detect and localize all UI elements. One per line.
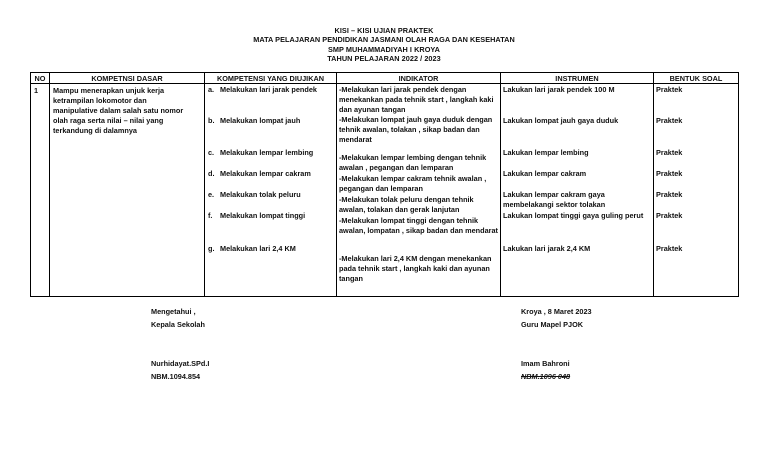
header-kompetensi-dasar: KOMPETNSI DASAR xyxy=(50,73,205,84)
signature-left xyxy=(151,305,209,383)
item-letter: g. xyxy=(208,244,215,253)
signature-left-role: Kepala Sekolah xyxy=(151,320,205,329)
indikator-item: -Melakukan lompat jauh gaya duduk dengan tehnik awalan, tolakan , sikap badan dan mendarat xyxy=(339,115,493,144)
bentuk-soal-item: Praktek xyxy=(656,85,683,94)
item-letter: b. xyxy=(208,116,215,125)
item-letter: f. xyxy=(208,211,213,220)
kompetensi-item: Melakukan tolak peluru xyxy=(220,190,301,199)
indikator-item: -Melakukan lempar cakram tehnik awalan , pegangan dan lemparan xyxy=(339,174,487,193)
cell-kompetensi-dasar xyxy=(50,84,205,297)
signature-left-caption: Mengetahui , xyxy=(151,307,196,316)
kompetensi-item: Melakukan lari jarak pendek xyxy=(220,85,317,94)
header-kompetensi-diujikan: KOMPETENSI YANG DIUJIKAN xyxy=(205,73,337,84)
signature-right-date: Kroya , 8 Maret 2023 xyxy=(521,307,592,316)
instrumen-item: Lakukan lempar cakram xyxy=(503,169,587,178)
kompetensi-item: Melakukan lempar lembing xyxy=(220,148,314,157)
bentuk-soal-item: Praktek xyxy=(656,244,683,253)
cell-bentuk-soal xyxy=(654,84,739,297)
indikator-item: -Melakukan tolak peluru dengan tehnik awalan, tolakan dan gerak lanjutan xyxy=(339,195,474,214)
item-letter: d. xyxy=(208,169,215,178)
kompetensi-item: Melakukan lari 2,4 KM xyxy=(220,244,296,253)
header-indikator: INDIKATOR xyxy=(337,73,501,84)
bentuk-soal-item: Praktek xyxy=(656,169,683,178)
kompetensi-item: Melakukan lompat jauh xyxy=(220,116,301,125)
instrumen-item: Lakukan lompat tinggi gaya guling perut xyxy=(503,211,644,220)
doc-subject: MATA PELAJARAN PENDIDIKAN JASMANI OLAH RAGA DAN KESEHATAN xyxy=(253,35,515,45)
header-bentuk-soal: BENTUK SOAL xyxy=(654,73,739,84)
signature-right-name: Imam Bahroni xyxy=(521,359,570,368)
kompetensi-dasar-text: Mampu menerapkan unjuk kerja ketrampilan lokomotor dan manipulative dalam salah satu nomor olah raga serta nilai – nilai yang terkandung di dalamnya xyxy=(53,86,184,135)
instrumen-item: Lakukan lari jarak 2,4 KM xyxy=(503,244,591,253)
document-header xyxy=(0,26,768,64)
bentuk-soal-item: Praktek xyxy=(656,211,683,220)
signature-right-nbm: NBM.1096 048 xyxy=(521,372,571,381)
kisi-table xyxy=(30,72,739,297)
signature-right xyxy=(521,305,592,383)
cell-indikator xyxy=(337,84,501,297)
signature-right-role: Guru Mapel PJOK xyxy=(521,320,584,329)
indikator-item: -Melakukan lempar lembing dengan tehnik awalan , pegangan dan lemparan xyxy=(339,153,487,172)
cell-no xyxy=(31,84,50,297)
row-number: 1 xyxy=(34,86,39,95)
instrumen-item: Lakukan lari jarak pendek 100 M xyxy=(503,85,615,94)
bentuk-soal-item: Praktek xyxy=(656,116,683,125)
kompetensi-item: Melakukan lompat tinggi xyxy=(220,211,306,220)
signature-left-nbm: NBM.1094.854 xyxy=(151,372,201,381)
instrumen-item: Lakukan lempar lembing xyxy=(503,148,589,157)
instrumen-item: Lakukan lompat jauh gaya duduk xyxy=(503,116,619,125)
cell-kompetensi-diujikan xyxy=(205,84,337,297)
kompetensi-item: Melakukan lempar cakram xyxy=(220,169,311,178)
table-header-row xyxy=(31,73,739,84)
cell-instrumen xyxy=(501,84,654,297)
item-letter: e. xyxy=(208,190,215,199)
doc-title: KISI – KISI UJIAN PRAKTEK xyxy=(334,26,434,35)
indikator-item: -Melakukan lompat tinggi dengan tehnik awalan, lompatan , sikap badan dan mendarat xyxy=(339,216,498,235)
doc-year: TAHUN PELAJARAN 2022 / 2023 xyxy=(327,54,441,64)
indikator-item: -Melakukan lari 2,4 KM dengan menekankan pada tehnik start , langkah kaki dan ayunan tangan xyxy=(339,254,492,283)
doc-school: SMP MUHAMMADIYAH I KROYA xyxy=(327,44,441,54)
item-letter: a. xyxy=(208,85,215,94)
header-no: NO xyxy=(31,73,50,84)
bentuk-soal-item: Praktek xyxy=(656,148,683,157)
header-instrumen: INSTRUMEN xyxy=(501,73,654,84)
bentuk-soal-item: Praktek xyxy=(656,190,683,199)
instrumen-item: Lakukan lempar cakram gaya membelakangi sektor tolakan xyxy=(503,190,606,209)
indikator-item: -Melakukan lari jarak pendek dengan menekankan pada tehnik start , langkah kaki dan ayunan tangan xyxy=(339,85,494,114)
table-row xyxy=(31,84,739,297)
signature-left-name: Nurhidayat.SPd.I xyxy=(151,359,210,368)
item-letter: c. xyxy=(208,148,215,157)
